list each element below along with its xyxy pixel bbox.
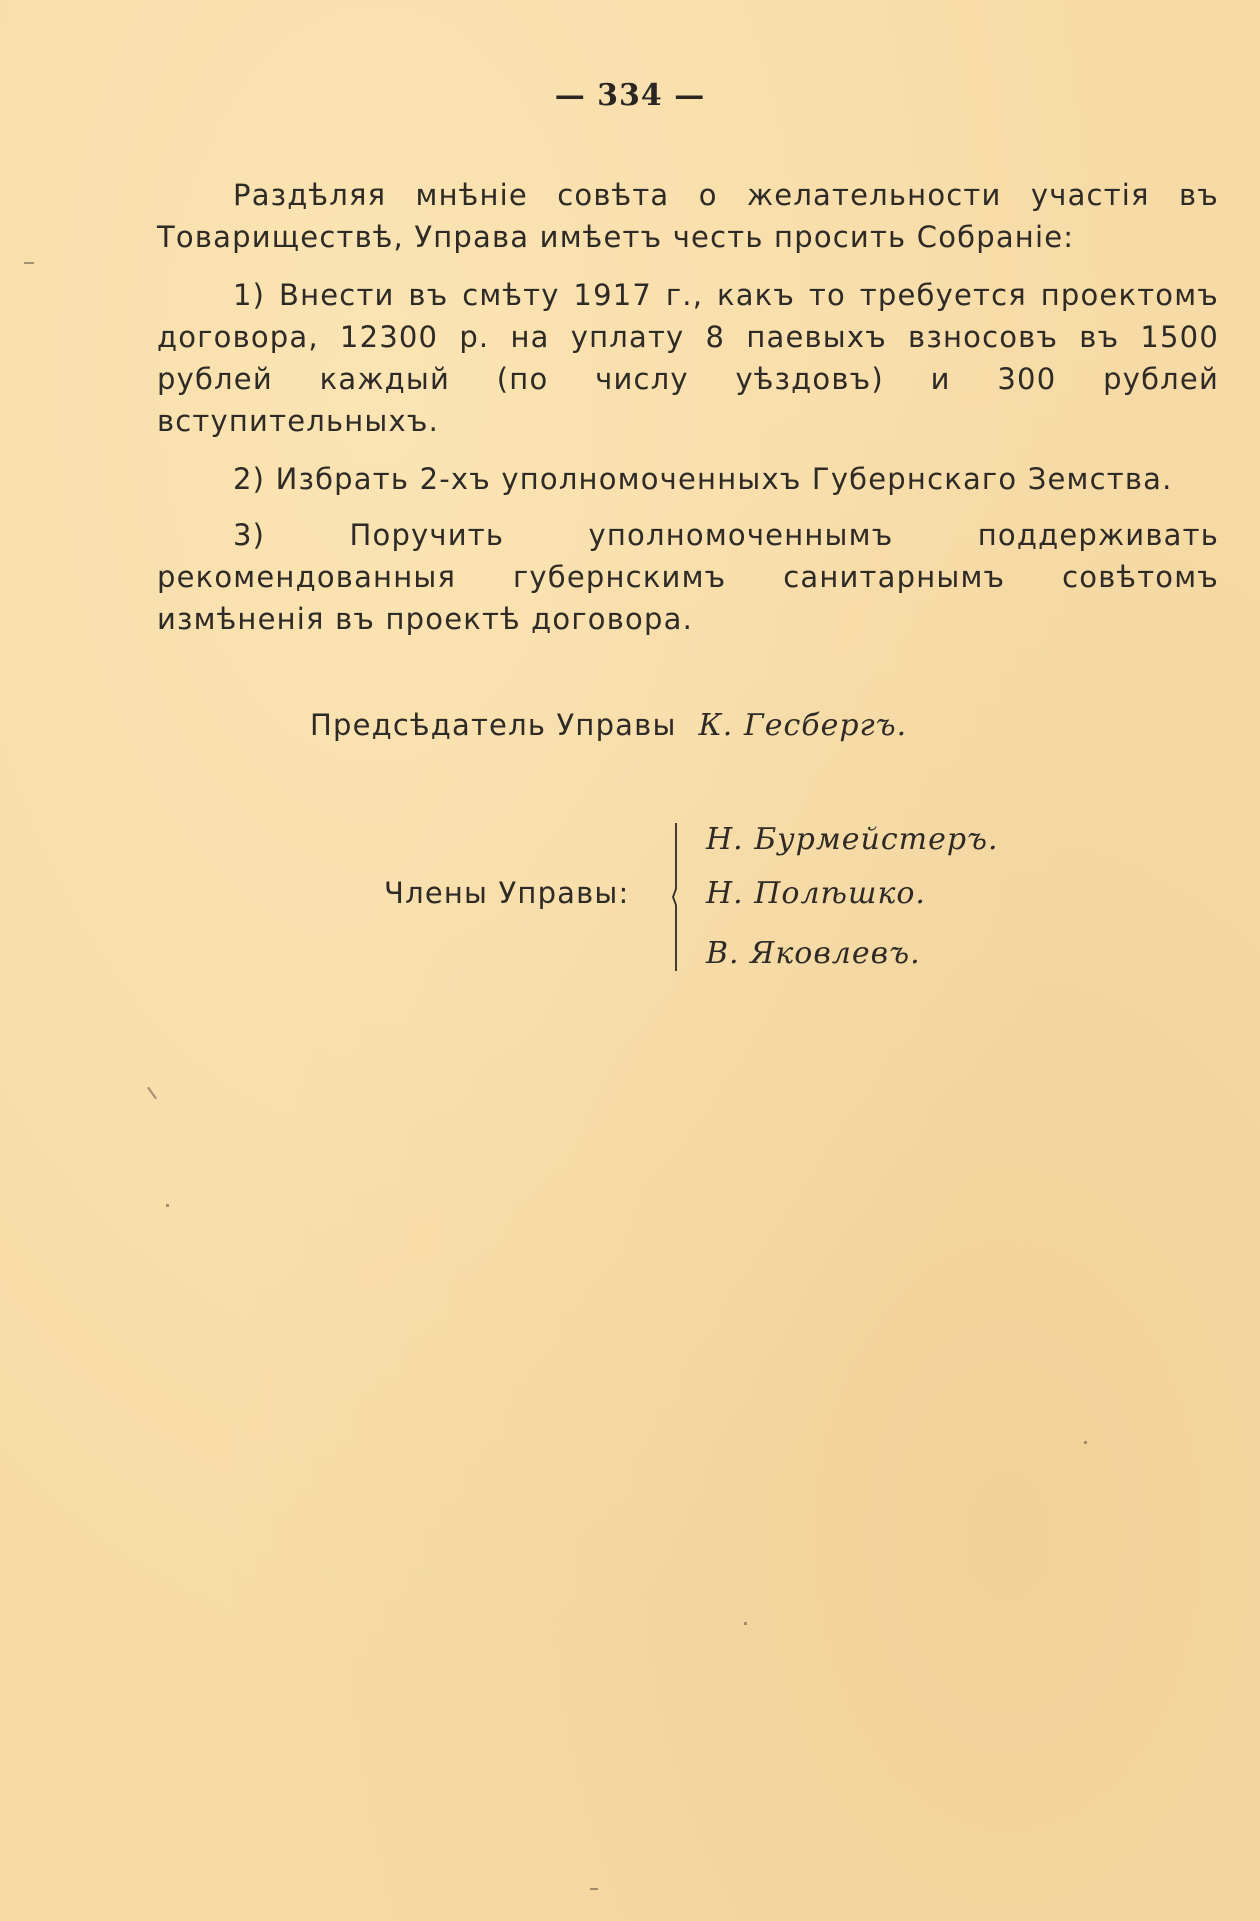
paper-speck <box>147 1087 157 1100</box>
paper-speck <box>744 1622 747 1625</box>
paragraph-intro: Раздѣляя мнѣніе совѣта о желательности участія въ Товариществѣ, Управа имѣетъ честь просить Собраніе: <box>157 178 1219 254</box>
paper-speck <box>24 262 34 264</box>
paragraph-item-2: 2) Избрать 2-хъ уполномоченныхъ Губернскаго Земства. <box>233 462 1173 496</box>
member-name: Н. Полѣшко. <box>706 876 926 911</box>
paragraph-item-3: 3) Поручить уполномоченнымъ поддерживать рекомендованныя губернскимъ санитарнымъ совѣтомъ измѣненія въ проектѣ договора. <box>157 518 1219 636</box>
paper-speck <box>166 1204 169 1207</box>
chairman-label: Предсѣдатель Управы <box>310 708 677 742</box>
paper-speck <box>590 1888 598 1890</box>
chairman-name: К. Гесбергъ. <box>698 708 908 743</box>
member-name: Н. Бурмейстеръ. <box>706 822 999 857</box>
paper-speck <box>1084 1441 1087 1444</box>
paragraph-item-1: 1) Внести въ смѣту 1917 г., какъ то требуется проектомъ договора, 12300 р. на уплату 8 паевыхъ взносовъ въ 1500 рублей каждый (по числу уѣздовъ) и 300 рублей вступительныхъ. <box>157 278 1219 438</box>
members-brace <box>672 823 680 971</box>
member-name: В. Яковлевъ. <box>706 936 921 971</box>
page-number: — 334 — <box>554 78 706 113</box>
members-label: Члены Управы: <box>384 876 630 910</box>
chairman-signature-line <box>310 708 907 743</box>
